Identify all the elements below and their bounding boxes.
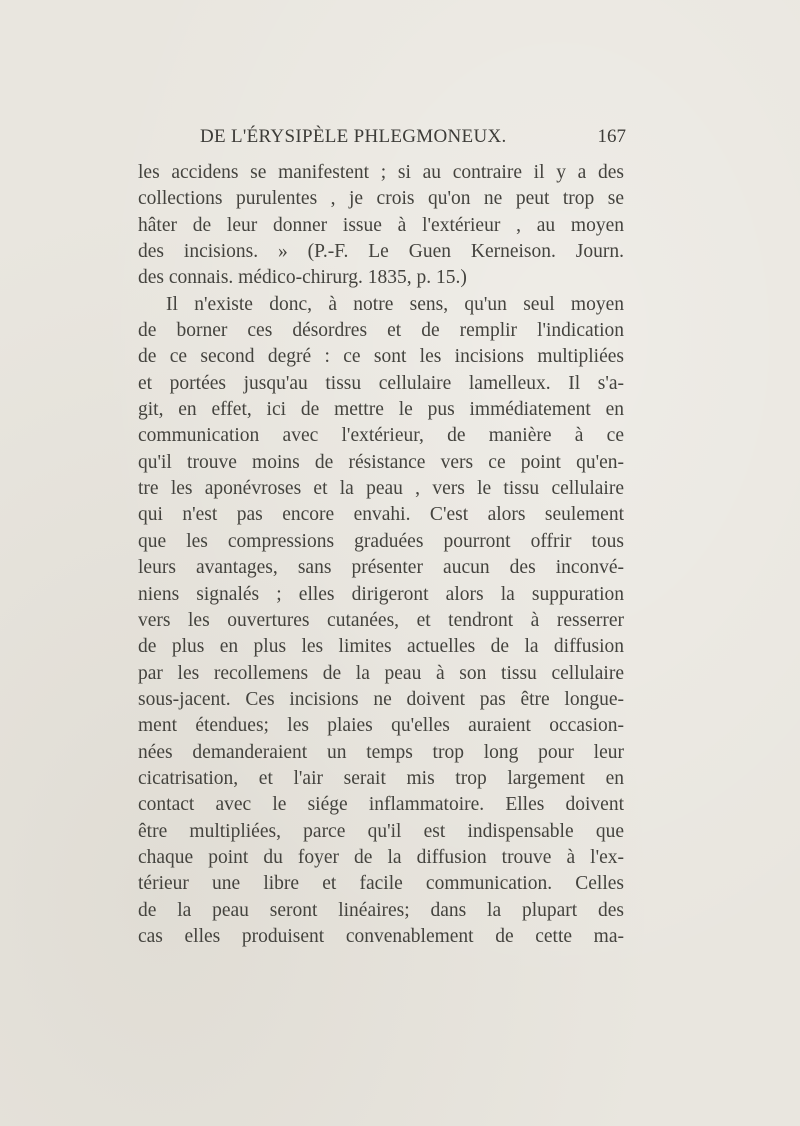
text-line: de la peau seront linéaires; dans la plupart des	[138, 899, 624, 921]
text-line: collections purulentes , je crois qu'on ne peut trop se	[138, 188, 624, 210]
text-line: et portées jusqu'au tissu cellulaire lamelleux. Il s'a-	[138, 372, 624, 394]
text-line: térieur une libre et facile communication. Celles	[138, 873, 624, 895]
body-text	[138, 160, 624, 950]
running-title: DE L'ÉRYSIPÈLE PHLEGMONEUX.	[200, 126, 507, 147]
text-line: les accidens se manifestent ; si au contraire il y a des	[138, 162, 624, 183]
text-line: des incisions. » (P.-F. Le Guen Kerneison. Journ.	[138, 241, 624, 263]
text-line: communication avec l'extérieur, de manière à ce	[138, 425, 624, 447]
text-line: qu'il trouve moins de résistance vers ce point qu'en-	[138, 451, 624, 473]
text-line: des connais. médico-chirurg. 1835, p. 15.)	[138, 267, 467, 289]
text-line: que les compressions graduées pourront offrir tous	[138, 530, 624, 552]
text-line: qui n'est pas encore envahi. C'est alors seulement	[138, 504, 624, 526]
text-line: niens signalés ; elles dirigeront alors la suppuration	[138, 583, 624, 605]
text-line: Il n'existe donc, à notre sens, qu'un seul moyen	[166, 293, 624, 315]
text-line: leurs avantages, sans présenter aucun des inconvé-	[138, 557, 624, 579]
running-head	[200, 126, 630, 156]
page-number: 167	[597, 126, 626, 147]
text-line: de plus en plus les limites actuelles de la diffusion	[138, 636, 624, 658]
text-line: nées demanderaient un temps trop long pour leur	[138, 741, 624, 763]
text-line: cas elles produisent convenablement de cette ma-	[138, 925, 624, 947]
text-line: par les recollemens de la peau à son tissu cellulaire	[138, 662, 624, 684]
text-line: sous-jacent. Ces incisions ne doivent pas être longue-	[138, 688, 624, 710]
text-line: vers les ouvertures cutanées, et tendront à resserrer	[138, 609, 624, 631]
text-line: tre les aponévroses et la peau , vers le tissu cellulaire	[138, 478, 624, 500]
text-line: contact avec le siége inflammatoire. Elles doivent	[138, 794, 624, 816]
text-line: chaque point du foyer de la diffusion trouve à l'ex-	[138, 846, 624, 868]
text-line: être multipliées, parce qu'il est indispensable que	[138, 820, 624, 842]
text-line: cicatrisation, et l'air serait mis trop largement en	[138, 767, 624, 789]
text-line: hâter de leur donner issue à l'extérieur , au moyen	[138, 214, 624, 236]
text-line: de ce second degré : ce sont les incisions multipliées	[138, 346, 624, 368]
text-line: git, en effet, ici de mettre le pus immédiatement en	[138, 399, 624, 421]
text-line: ment étendues; les plaies qu'elles auraient occasion-	[138, 715, 624, 737]
text-line: de borner ces désordres et de remplir l'indication	[138, 320, 624, 342]
